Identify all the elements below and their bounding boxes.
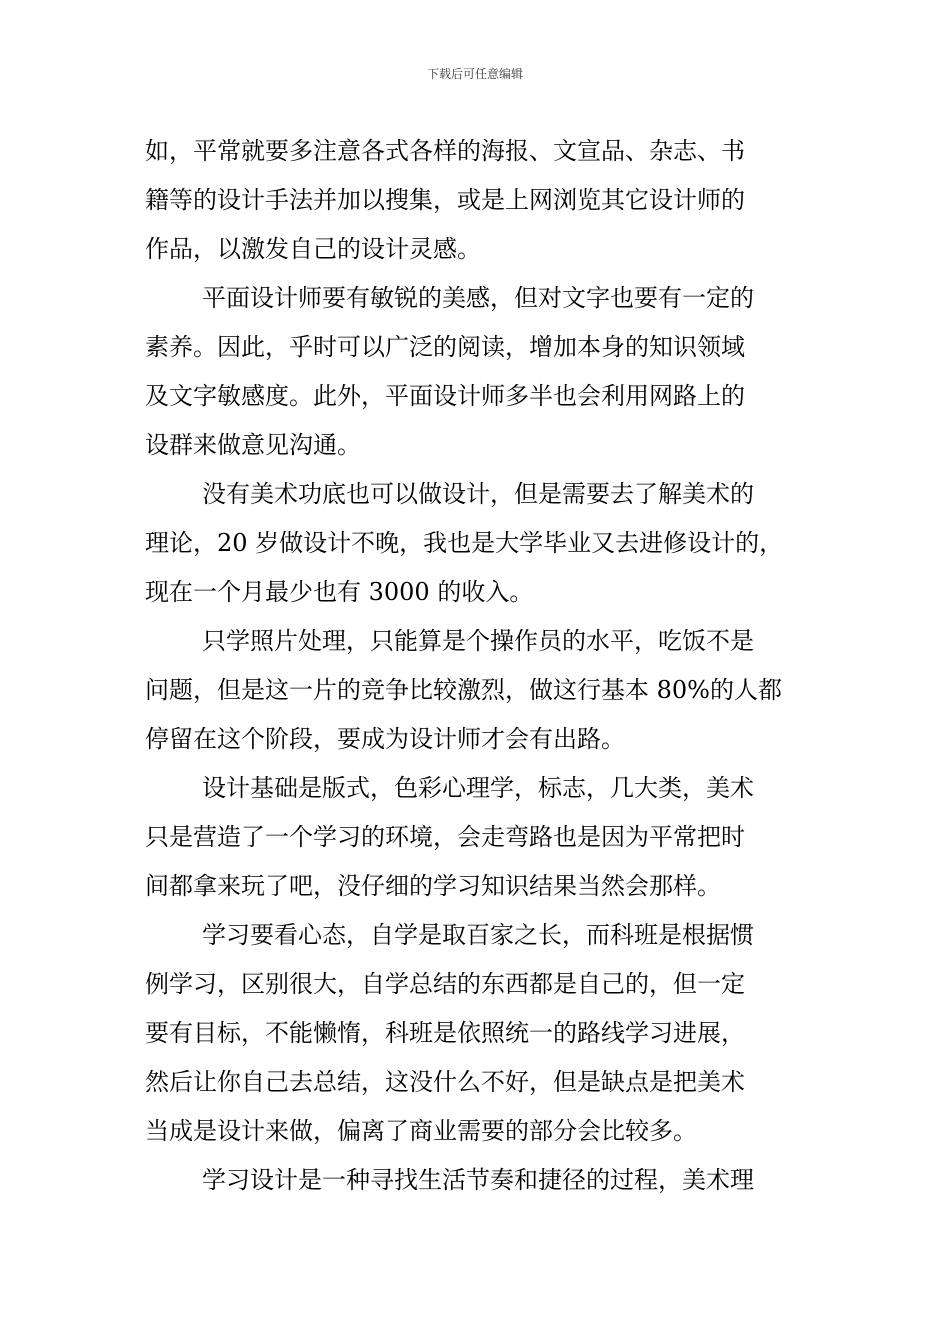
text-line: 及文字敏感度。此外，平面设计师多半也会利用网路上的 — [145, 382, 745, 410]
text-line: 作品，以激发自己的设计灵感。 — [145, 235, 481, 263]
text-line: 间都拿来玩了吧，没仔细的学习知识结果当然会那样。 — [145, 872, 721, 900]
paragraph-5 — [145, 764, 810, 911]
text-line: 如，平常就要多注意各式各样的海报、文宣品、杂志、书 — [145, 137, 745, 165]
paragraph-6 — [145, 911, 810, 1156]
paragraph-1 — [145, 127, 810, 274]
text-line: 平面设计师要有敏锐的美感，但对文字也要有一定的 — [202, 284, 754, 312]
text-line: 例学习，区别很大，自学总结的东西都是自己的，但一定 — [145, 970, 745, 998]
page-header: 下载后可任意编辑 — [426, 67, 523, 81]
text-line: 停留在这个阶段，要成为设计师才会有出路。 — [145, 725, 625, 753]
paragraph-3 — [145, 470, 810, 617]
text-line: 要有目标，不能懒惰，科班是依照统一的路线学习进展， — [145, 1019, 745, 1047]
document-body — [145, 127, 810, 1205]
paragraph-7 — [145, 1156, 810, 1205]
text-line: 然后让你自己去总结，这没什么不好，但是缺点是把美术 — [145, 1068, 745, 1096]
text-line: 理论，20 岁做设计不晚，我也是大学毕业又去进修设计的， — [145, 529, 784, 557]
paragraph-2 — [145, 274, 810, 470]
text-line: 只是营造了一个学习的环境，会走弯路也是因为平常把时 — [145, 823, 745, 851]
text-line: 没有美术功底也可以做设计，但是需要去了解美术的 — [202, 480, 754, 508]
text-line: 学习要看心态，自学是取百家之长，而科班是根据惯 — [202, 921, 754, 949]
text-line: 设群来做意见沟通。 — [145, 431, 361, 459]
text-line: 问题，但是这一片的竞争比较激烈，做这行基本 80%的人都 — [145, 676, 782, 704]
text-line: 籍等的设计手法并加以搜集，或是上网浏览其它设计师的 — [145, 186, 745, 214]
text-line: 素养。因此，乎时可以广泛的阅读，增加本身的知识领域 — [145, 333, 745, 361]
text-line: 设计基础是版式，色彩心理学，标志，几大类，美术 — [202, 774, 754, 802]
text-line: 学习设计是一种寻找生活节奏和捷径的过程，美术理 — [202, 1166, 754, 1194]
text-line: 当成是设计来做，偏离了商业需要的部分会比较多。 — [145, 1117, 697, 1145]
text-line: 只学照片处理，只能算是个操作员的水平，吃饭不是 — [202, 627, 754, 655]
text-line: 现在一个月最少也有 3000 的收入。 — [145, 578, 534, 606]
paragraph-4 — [145, 617, 810, 764]
